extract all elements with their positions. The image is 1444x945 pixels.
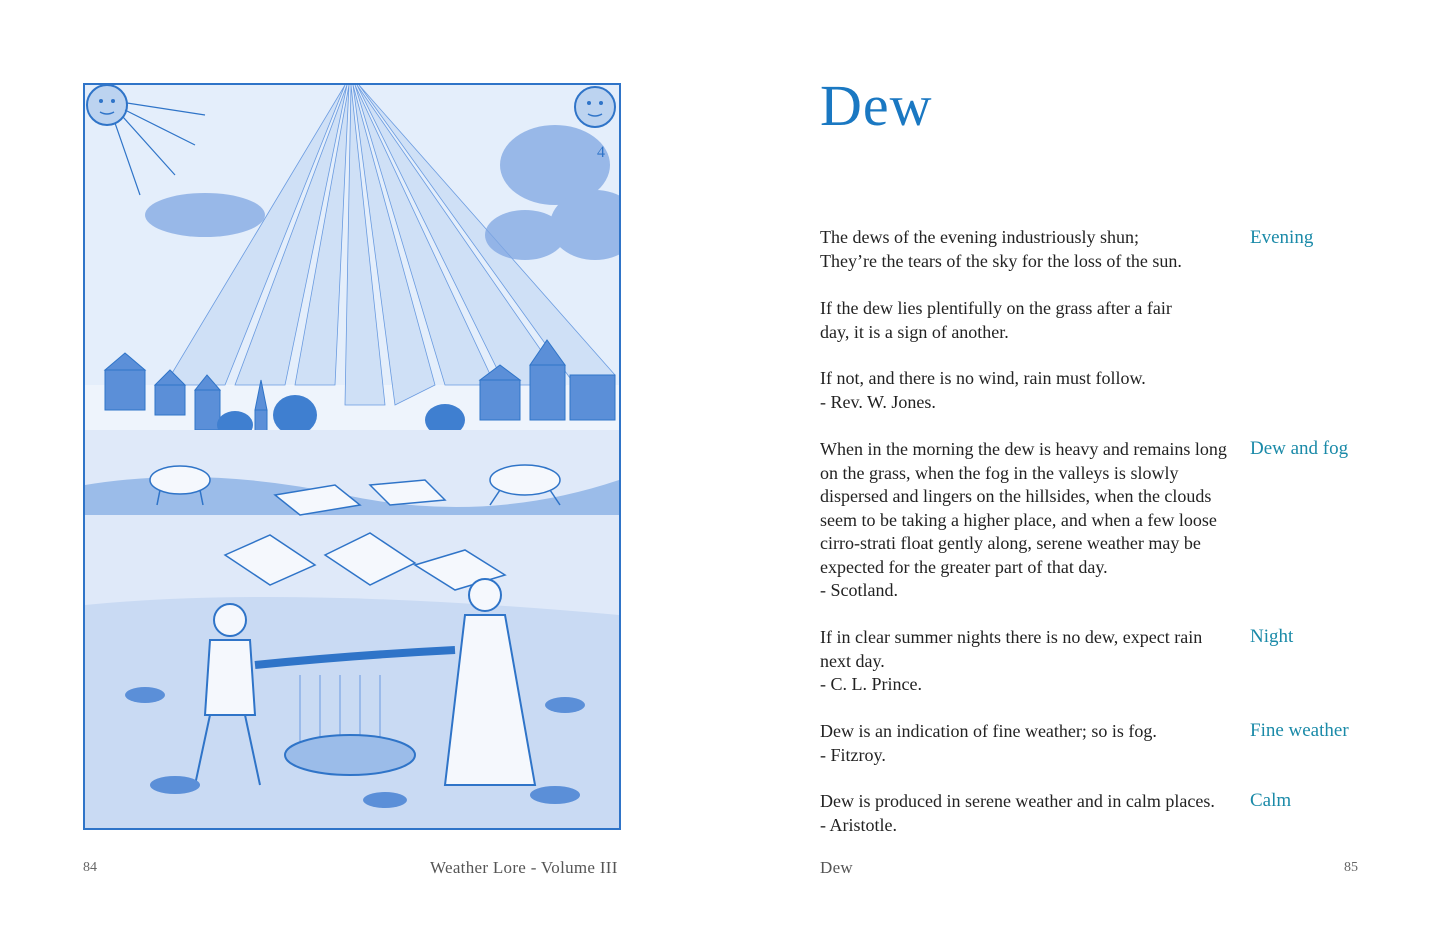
page-number-right: 85 [1344,860,1358,875]
right-page [722,0,1444,945]
running-head-right: Dew [820,858,853,877]
sidenote-night: Night [1250,626,1294,647]
sidenote-dew-and-fog: Dew and fog [1250,438,1349,459]
sidenote-evening: Evening [1250,227,1314,248]
plate-number: 4 [597,144,605,161]
running-head-left: Weather Lore - Volume III [430,858,618,877]
entry-text: If the dew lies plentifully on the grass after a fair day, it is a sign of another. [820,298,1172,342]
attribution: - Rev. W. Jones. [820,391,936,412]
attribution: - Scotland. [820,580,898,600]
attribution: - C. L. Prince. [820,674,922,694]
entry-dew-and-fog [820,438,1230,603]
entry-text: When in the morning the dew is heavy and remains long on the grass, when the fog in the valleys is slowly dispersed and lingers on the hillsides, when the clouds seem to be taking a higher place, and when a few loose cirro-strati float gently along, serene weather may be expected for the greater part of that day. [820,439,1227,577]
entry-line: The dews of the evening industriously shun; [820,227,1139,247]
entry-calm [820,790,1240,837]
entry-fine-weather [820,720,1240,767]
chapter-title: Dew [820,73,933,138]
entry-text: Dew is produced in serene weather and in calm places. [820,791,1215,811]
entry-evening [820,226,1240,273]
entry-line: They’re the tears of the sky for the loss of the sun. [820,250,1182,271]
engraving-dew-scene [85,85,619,828]
entry-text: Dew is an indication of fine weather; so is fog. [820,721,1157,741]
sidenote-calm: Calm [1250,790,1292,811]
engraving-illustration [83,83,621,830]
entry-text: If in clear summer nights there is no dew, expect rain next day. [820,627,1203,671]
entry-text: If not, and there is no wind, rain must follow. [820,368,1146,388]
entry-night [820,626,1230,697]
attribution: - Aristotle. [820,814,897,835]
page-number-left: 84 [83,860,97,875]
attribution: - Fitzroy. [820,744,886,765]
moon-face-icon [575,87,615,127]
entry-fair-day [820,297,1200,344]
sidenote-fine-weather: Fine weather [1250,720,1349,741]
entry-no-wind [820,367,1240,414]
